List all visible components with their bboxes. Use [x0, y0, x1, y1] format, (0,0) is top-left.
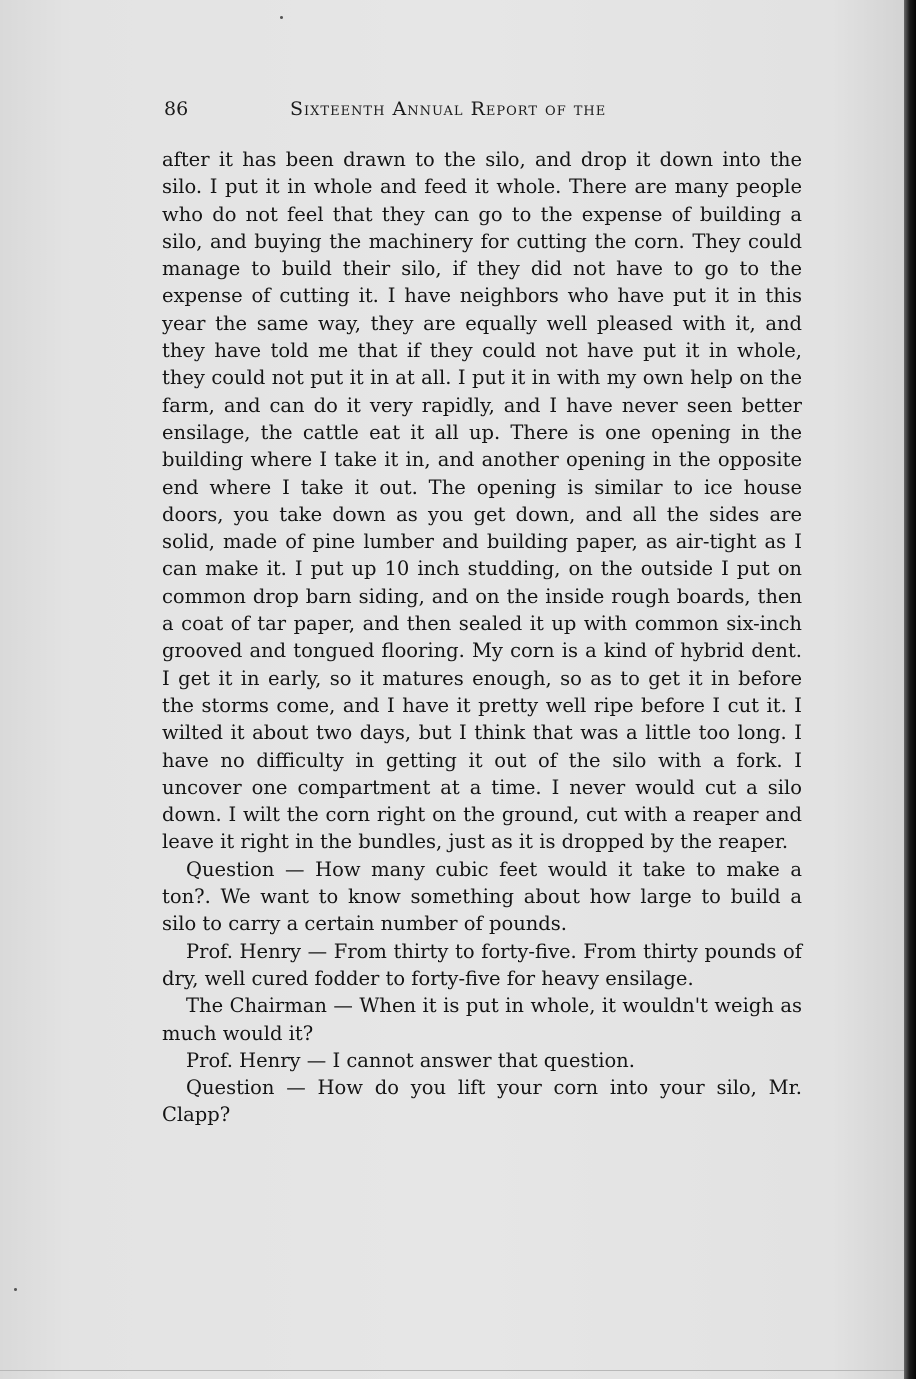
ink-speck [280, 16, 283, 19]
paragraph-prof-henry-reply: Prof. Henry — I cannot answer that question. [186, 1048, 635, 1072]
paragraph-question-lift-corn: Question — How do you lift your corn into your silo, Mr. Clapp? [162, 1076, 802, 1127]
paragraph-chairman-question: The Chairman — When it is put in whole, it wouldn't weigh as much would it? [162, 994, 802, 1045]
ink-speck [14, 1288, 17, 1291]
page-header [164, 98, 804, 126]
page-number: 86 [164, 98, 189, 120]
running-head: Sixteenth Annual Report of the [290, 98, 607, 120]
paragraph-silo-description: after it has been drawn to the silo, and drop it down into the silo. I put it in whole and feed it whole. There are many people who do not feel that they can go to the expense of building a silo, and buying the machinery for cutting the corn. They could manage to build their silo, if they did not have to go to the expense of cutting it. I have neighbors who have put it in this year the same way, they are equally well pleased with it, and they have told me that if they could not have put it in whole, they could not put it in at all. I put it in with my own help on the farm, and can do it very rapidly, and I have never seen better ensilage, the cattle eat it all up. There is one opening in the building where I take it in, and another opening in the opposite end where I take it out. The opening is similar to ice house doors, you take down as you get down, and all the sides are solid, made of pine lumber and building paper, as air-tight as I can make it. I put up 10 inch studding, on the outside I put on common drop barn siding, and on the inside rough boards, then a coat of tar paper, and then sealed it up with common six-inch grooved and tongued flooring. My corn is a kind of hybrid dent. I get it in early, so it matures enough, so as to get it in before the storms come, and I have it pretty well ripe before I cut it. I wilted it about two days, but I think that was a little too long. I have no difficulty in getting it out of the silo with a fork. I uncover one compartment at a time. I never would cut a silo down. I wilt the corn right on the ground, cut with a reaper and leave it right in the bundles, just as it is dropped by the reaper. [162, 148, 802, 854]
page-bottom-line [0, 1370, 904, 1371]
paragraph-prof-henry-answer: Prof. Henry — From thirty to forty-five. From thirty pounds of dry, well cured fodder to forty-five for heavy ensilage. [162, 939, 802, 990]
body-text [162, 146, 802, 1129]
paragraph-question-cubic-feet: Question — How many cubic feet would it take to make a ton?. We want to know something about how large to build a silo to carry a certain number of pounds. [162, 857, 802, 936]
binding-edge [904, 0, 916, 1379]
